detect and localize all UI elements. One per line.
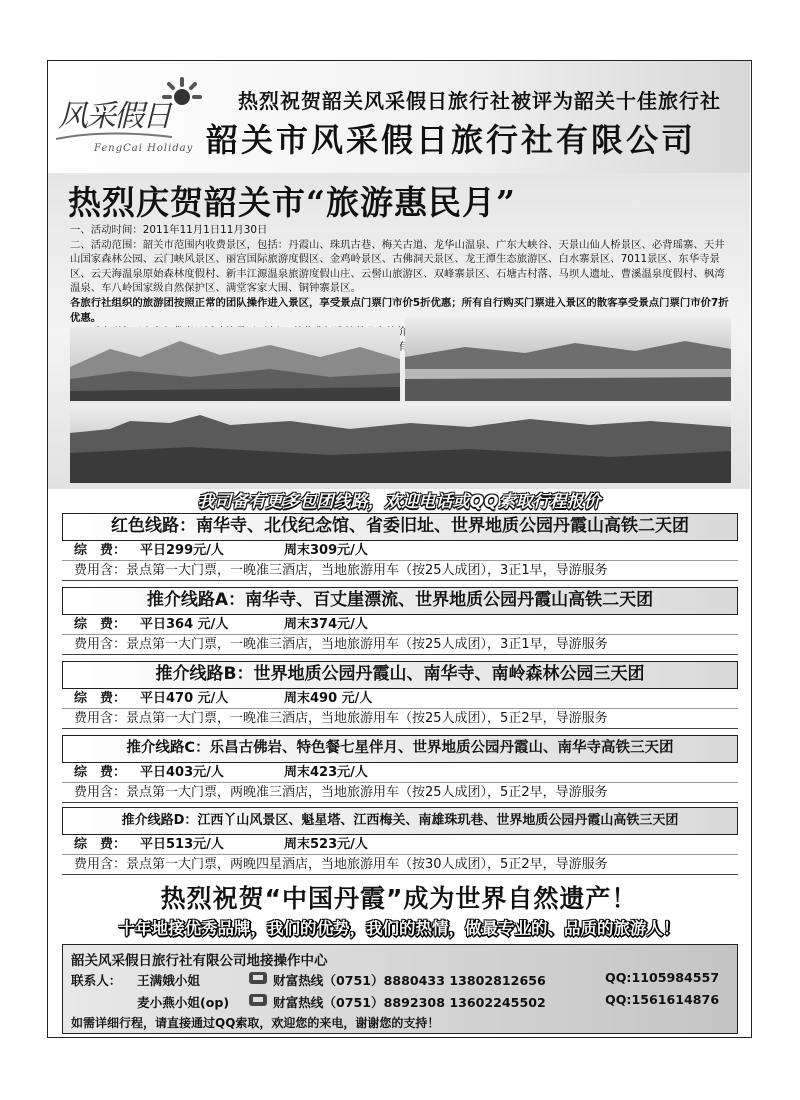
route-b: [62, 661, 738, 729]
scenic-photo-danxia-panorama: [70, 403, 731, 483]
company-logo: [54, 73, 204, 168]
discount-note: 各旅行社组织的旅游团按照正常的团队操作进入景区，享受景点门票门市价5折优惠；所有自行购买门票进入景区的散客享受景点门票门市价7折优惠。: [70, 296, 729, 324]
logo-text: 风采假日: [58, 99, 170, 134]
company-name: 韶关市风采假日旅行社有限公司: [206, 121, 697, 159]
route-price: [62, 835, 738, 854]
scenic-photo-lake: [405, 317, 731, 401]
award-subtitle: 热烈祝贺韶关风采假日旅行社被评为韶关十佳旅行社: [238, 89, 721, 113]
phone-icon: [249, 994, 267, 1006]
contact-name: 麦小燕小姐(op): [137, 995, 230, 1010]
weekend-price: 周末423元/人: [284, 765, 368, 780]
weekday-price: 平日403元/人: [140, 765, 224, 780]
route-title: 推介线路B：世界地质公园丹霞山、南华寺、南岭森林公园三天团: [62, 661, 738, 689]
route-price: [62, 689, 738, 708]
rule-time: 一、活动时间：2011年11月1日11月30日: [70, 224, 268, 236]
weekday-price: 平日513元/人: [140, 837, 224, 852]
price-label: 综 费：: [74, 543, 127, 558]
route-d: [62, 807, 738, 875]
route-price: [62, 615, 738, 634]
route-includes: 费用含：景点第一大门票，两晚准三酒店，当地旅游用车（按25人成团），5正2早，导游服务: [62, 782, 738, 803]
route-price: [62, 541, 738, 560]
price-label: 综 费：: [74, 837, 127, 852]
weekday-price: 平日470 元/人: [140, 691, 229, 706]
route-price: [62, 763, 738, 782]
logo-english: FengCai Holiday: [94, 143, 194, 154]
route-includes: 费用含：景点第一大门票，一晚准三酒店，当地旅游用车（按25人成团），5正2早，导游服务: [62, 708, 738, 729]
heritage-congrats: 热烈祝贺“中国丹霞”成为世界自然遗产！: [160, 884, 638, 913]
weekend-price: 周末490 元/人: [284, 691, 373, 706]
contact-name: 王满娥小姐: [137, 973, 200, 988]
route-title: 推介线路D：江西丫山风景区、魁星塔、江西梅关、南雄珠玑巷、世界地质公园丹霞山高铁三天团: [62, 807, 738, 835]
contact-qq[interactable]: QQ:1105984557: [605, 970, 720, 985]
contact-footer: 如需详细行程，请直接通过QQ索取，欢迎您的来电，谢谢您的支持！: [71, 1016, 440, 1030]
price-label: 综 费：: [74, 765, 127, 780]
route-includes: 费用含：景点第一大门票，一晚准三酒店，当地旅游用车（按25人成团），3正1早，导游服务: [62, 560, 738, 581]
route-includes: 费用含：景点第一大门票，一晚准三酒店，当地旅游用车（按25人成团），3正1早，导游服务: [62, 634, 738, 655]
header: [48, 61, 750, 173]
promo-headline: 热烈庆贺韶关市“旅游惠民月”: [68, 183, 516, 222]
contact-hotline[interactable]: 财富热线（0751）8892308 13602245502: [273, 995, 546, 1010]
flyer-frame: [47, 60, 752, 1038]
operation-center: 韶关风采假日旅行社有限公司地接操作中心: [71, 953, 328, 969]
weekday-price: 平日299元/人: [140, 543, 224, 558]
rule-scope: 二、活动范围：韶关市范围内收费景区，包括：丹霞山、珠玑古巷、梅关古道、龙华山温泉、广东大峡谷、天景山仙人桥景区、必背瑶寨、天井山国家森林公园、云门峡风景区、丽宫国际旅游度假区、金鸡岭景区、古佛洞天景区、龙王潭生态旅游区、白水寨景区、7011景区、东华寺景区、云天海温泉原始森林度假村、新丰江源温泉旅游度假山庄、云髻山旅游区、双峰寨景区、石塘古村落、马坝人遗址、曹溪温泉度假村、枫湾温泉、车八岭国家级自然保护区、满堂客家大围、铜钟寨景区。: [70, 238, 725, 295]
brand-slogan: 十年地接优秀品牌，我们的优势，我们的热情，做最专业的、品质的旅游人！: [118, 919, 680, 938]
weekend-price: 周末309元/人: [284, 543, 368, 558]
route-a: [62, 587, 738, 655]
weekday-price: 平日364 元/人: [140, 617, 229, 632]
contact-qq[interactable]: QQ:1561614876: [605, 992, 720, 1007]
route-includes: 费用含：景点第一大门票，两晚四星酒店，当地旅游用车（按30人成团），5正2早，导游服务: [62, 854, 738, 875]
contact-label: 联系人：: [71, 973, 122, 988]
price-label: 综 费：: [74, 691, 127, 706]
route-title: 推介线路C：乐昌古佛岩、特色餐七星伴月、世界地质公园丹霞山、南华寺高铁三天团: [62, 735, 738, 763]
route-title: 红色线路：南华寺、北伐纪念馆、省委旧址、世界地质公园丹霞山高铁二天团: [62, 513, 738, 541]
logo-swoosh-icon: [54, 131, 174, 143]
route-c: [62, 735, 738, 803]
route-red: [62, 513, 738, 581]
route-banner: 我司备有更多包团线路，欢迎电话或QQ索取行程报价: [197, 492, 601, 512]
price-label: 综 费：: [74, 617, 127, 632]
phone-icon: [249, 972, 267, 984]
weekend-price: 周末374元/人: [284, 617, 368, 632]
weekend-price: 周末523元/人: [284, 837, 368, 852]
route-title: 推介线路A：南华寺、百丈崖漂流、世界地质公园丹霞山高铁二天团: [62, 587, 738, 615]
scenic-photo-cliffs: [70, 327, 400, 401]
contact-hotline[interactable]: 财富热线（0751）8880433 13802812656: [273, 973, 546, 988]
contact-box: [62, 944, 738, 1034]
